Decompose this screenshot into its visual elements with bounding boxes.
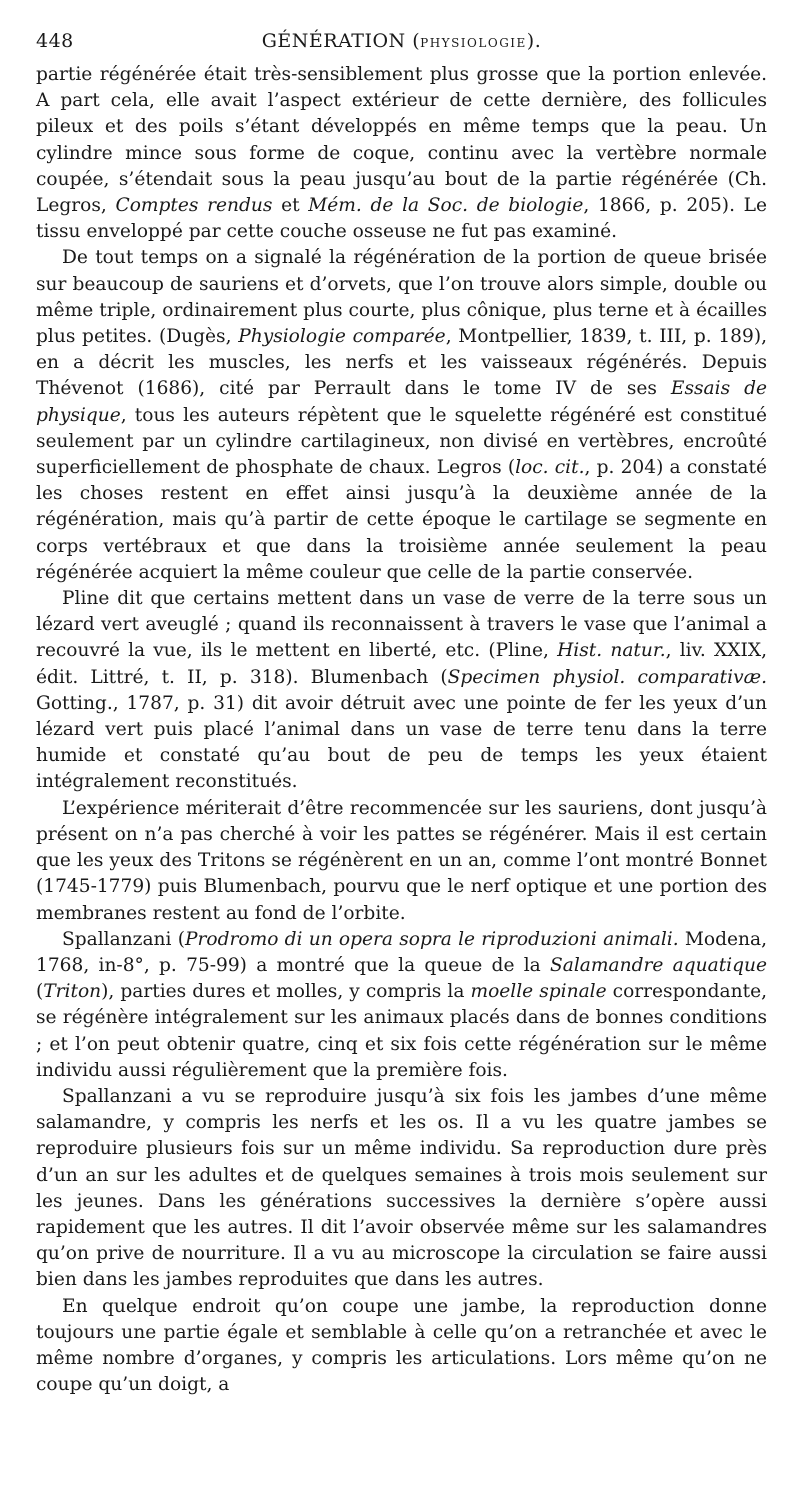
text-run: , liv. XXIX, édit. Littré, t. II, p. 318). Blumenbach ( <box>36 640 767 688</box>
paragraph <box>36 586 767 796</box>
italic-citation: Triton <box>43 981 102 1003</box>
paragraph <box>36 245 767 586</box>
italic-citation: Salamandre aquatique <box>550 954 767 976</box>
text-run: De tout temps on a signalé la régénération de la portion de queue brisée sur beaucoup de sauriens et d’orvets, que l’on trouve alors simple, double ou même triple, ordinairement plus courte, plus cônique, plus terne et à écailles plus petites. (Dugès, <box>36 247 767 348</box>
running-head <box>36 30 767 62</box>
text-run: ), parties dures et molles, y compris la <box>101 981 471 1003</box>
running-title-main: GÉNÉRATION <box>261 30 406 52</box>
italic-citation: moelle spinale <box>470 981 607 1003</box>
text-run: , tous les auteurs répètent que le squelette régénéré est constitué seulement par un cylindre cartilagineux, non divisé en vertèbres, encroûté superficiellement de phosphate de chaux. Legros ( <box>36 404 767 479</box>
italic-citation: Physiologie comparée <box>238 326 446 348</box>
italic-citation: Essais de physique <box>36 378 767 426</box>
text-run: , Montpellier, 1839, t. III, p. 189), en a décrit les muscles, les nerfs et les vaisseaux régénérés. Depuis Thévenot (1686), cité par Perrault dans le tome IV de ses <box>36 326 767 400</box>
text-run: partie régénérée était très-sensiblement plus grosse que la portion enlevée. A part cela, elle avait l’aspect extérieur de cette dernière, des follicules pileux et des poils s’étant développés en même temps que la peau. Un cylindre mince sous forme de coque, continu avec la vertèbre normale coupée, s’étendait sous la peau jusqu’au bout de la partie régénérée (Ch. Legros, <box>36 64 767 217</box>
italic-citation: Hist. natur. <box>557 640 666 662</box>
italic-citation: Prodromo di un opera sopra le riproduzioni animali. <box>184 928 679 950</box>
text-run: L’expérience mériterait d’être recommencée sur les sauriens, dont jusqu’à présent on n’a pas cherché à voir les pattes se régénérer. Mais il est certain que les yeux des Tritons se régénèrent en un an, comme l’ont montré Bonnet (1745-1779) puis Blumenbach, pourvu que le nerf optique et une portion des membranes restent au fond de l’orbite. <box>36 797 767 924</box>
text-run: et <box>272 195 309 217</box>
text-run: Modena, 1768, in-8°, p. 75-99) a montré que la queue de la <box>36 928 767 976</box>
paragraph <box>36 62 767 245</box>
running-title-paren-close: ). <box>526 30 542 52</box>
body-text <box>36 62 767 1398</box>
text-run: Pline dit que certains mettent dans un vase de verre de la terre sous un lézard vert aveuglé ; quand ils reconnaissent à travers le vase que l’animal a recouvré la vue, ils le mettent en liberté, etc. (Pline, <box>36 588 767 662</box>
text-run: ( <box>36 981 44 1003</box>
text-run: Gotting., 1787, p. 31) dit avoir détruit avec une pointe de fer les yeux d’un lézard vert puis placé l’animal dans un vase de terre tenu dans la terre humide et constaté qu’au bout de peu de temps les yeux étaient intégralement reconstitués. <box>36 692 767 793</box>
running-title-subtitle: PHYSIOLOGIE <box>420 36 527 50</box>
paragraph <box>36 796 767 927</box>
italic-citation: Mém. de la Soc. de biologie <box>308 195 584 217</box>
running-title <box>36 30 767 52</box>
italic-citation: Comptes rendus <box>115 195 273 217</box>
text-run: , p. 204) a constaté les choses restent en effet ainsi jusqu’à la deuxième année de la régénération, mais qu’à partir de cette époque le cartilage se segmente en corps vertébraux et que dans la troisième année seulement la peau régénérée acquiert la même couleur que celle de la partie conservée. <box>36 457 767 583</box>
italic-citation: Specimen physiol. comparativæ. <box>447 666 767 688</box>
page-number: 448 <box>36 30 74 52</box>
paragraph <box>36 927 767 1084</box>
book-page <box>36 30 767 1398</box>
text-run: Spallanzani a vu se reproduire jusqu’à six fois les jambes d’une même salamandre, y compris les nerfs et les os. Il a vu les quatre jambes se reproduire plusieurs fois sur un même individu. Sa reproduction dure près d’un an sur les adultes et de quelques semaines à trois mois seulement sur les jeunes. Dans les générations successives la dernière s’opère aussi rapidement que les autres. Il dit l’avoir observée même sur les salamandres qu’on prive de nourriture. Il a vu au microscope la circulation se faire aussi bien dans les jambes reproduites que dans les autres. <box>36 1085 767 1291</box>
running-title-paren-open: ( <box>405 30 421 52</box>
paragraph <box>36 1084 767 1294</box>
text-run: correspondante, se régénère intégralement sur les animaux placés dans de bonnes conditions ; et l’on peut obtenir quatre, cinq et six fois cette régénération sur le même individu aussi régulièrement que la première fois. <box>36 981 768 1081</box>
text-run: Spallanzani ( <box>62 928 185 950</box>
text-run: En quelque endroit qu’on coupe une jambe, la reproduction donne toujours une partie égale et semblable à celle qu’on a retranchée et avec le même nombre d’organes, y compris les articulations. Lors même qu’on ne coupe qu’un doigt, a <box>36 1295 767 1396</box>
text-run: , 1866, p. 205). Le tissu enveloppé par cette couche osseuse ne fut pas examiné. <box>36 195 768 243</box>
italic-citation: loc. cit. <box>515 457 585 479</box>
paragraph <box>36 1294 767 1399</box>
